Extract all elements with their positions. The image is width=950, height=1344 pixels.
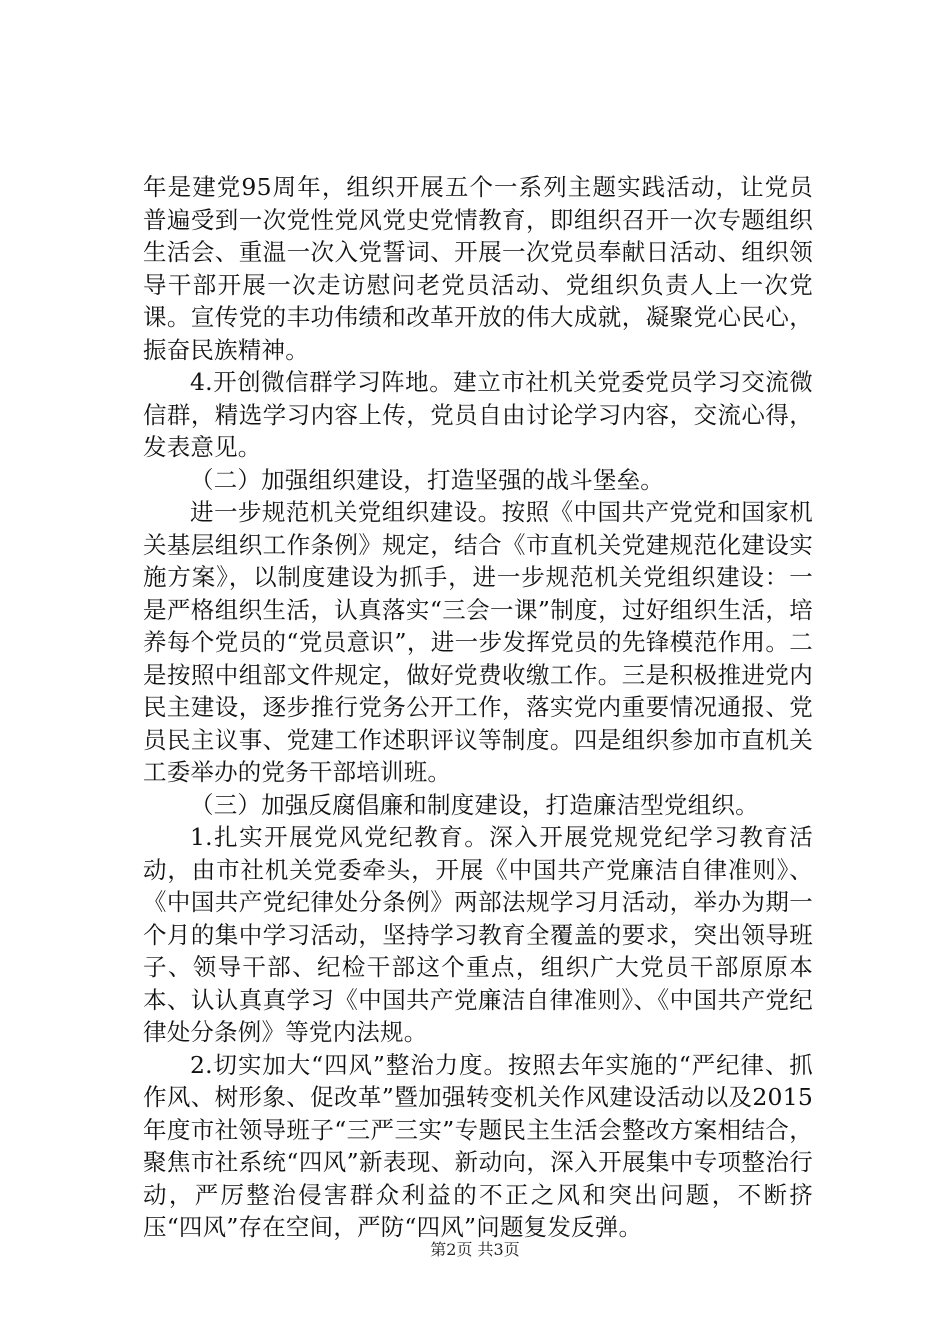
paragraph-3: 进一步规范机关党组织建设。按照《中国共产党党和国家机关基层组织工作条例》规定，结合《市直机关党建规范化建设实施方案》，以制度建设为抓手，进一步规范机关党组织建设：一是严格组织生活，认真落实“三会一课”制度，过好组织生活，培养每个党员的“党员意识”，进一步发挥党员的先锋模范作用。二是按照中组部文件规定，做好党费收缴工作。三是积极推进党内民主建设，逐步推行党务公开工作，落实党内重要情况通报、党员民主议事、党建工作述职评议等制度。四是组织参加市直机关工委举办的党务干部培训班。: [143, 498, 813, 786]
document-body: [143, 171, 813, 1244]
page-footer: 第2页 共3页: [430, 1240, 520, 1259]
paragraph-5: 2.切实加大“四风”整治力度。按照去年实施的“严纪律、抓作风、树形象、促改革”暨加强转变机关作风建设活动以及2015年度市社领导班子“三严三实”专题民主生活会整改方案相结合，聚焦市社系统“四风”新表现、新动向，深入开展集中专项整治行动，严厉整治侵害群众利益的不正之风和突出问题，不断挤压“四风”存在空间，严防“四风”问题复发反弹。: [143, 1050, 813, 1241]
paragraph-4: 1.扎实开展党风党纪教育。深入开展党规党纪学习教育活动，由市社机关党委牵头，开展《中国共产党廉洁自律准则》、《中国共产党纪律处分条例》两部法规学习月活动，举办为期一个月的集中学习活动，坚持学习教育全覆盖的要求，突出领导班子、领导干部、纪检干部这个重点，组织广大党员干部原原本本、认认真真学习《中国共产党廉洁自律准则》、《中国共产党纪律处分条例》等党内法规。: [143, 823, 813, 1046]
section-heading-2: （二）加强组织建设，打造坚强的战斗堡垒。: [190, 465, 664, 494]
paragraph-1: 年是建党95周年，组织开展五个一系列主题实践活动，让党员普遍受到一次党性党风党史党情教育，即组织召开一次专题组织生活会、重温一次入党誓词、开展一次党员奉献日活动、组织领导干部开展一次走访慰问老党员活动、党组织负责人上一次党课。宣传党的丰功伟绩和改革开放的伟大成就，凝聚党心民心，振奋民族精神。: [143, 173, 813, 364]
section-heading-3: （三）加强反腐倡廉和制度建设，打造廉洁型党组织。: [190, 790, 759, 819]
paragraph-2: 4.开创微信群学习阵地。建立市社机关党委党员学习交流微信群，精选学习内容上传，党员自由讨论学习内容，交流心得，发表意见。: [143, 368, 813, 461]
